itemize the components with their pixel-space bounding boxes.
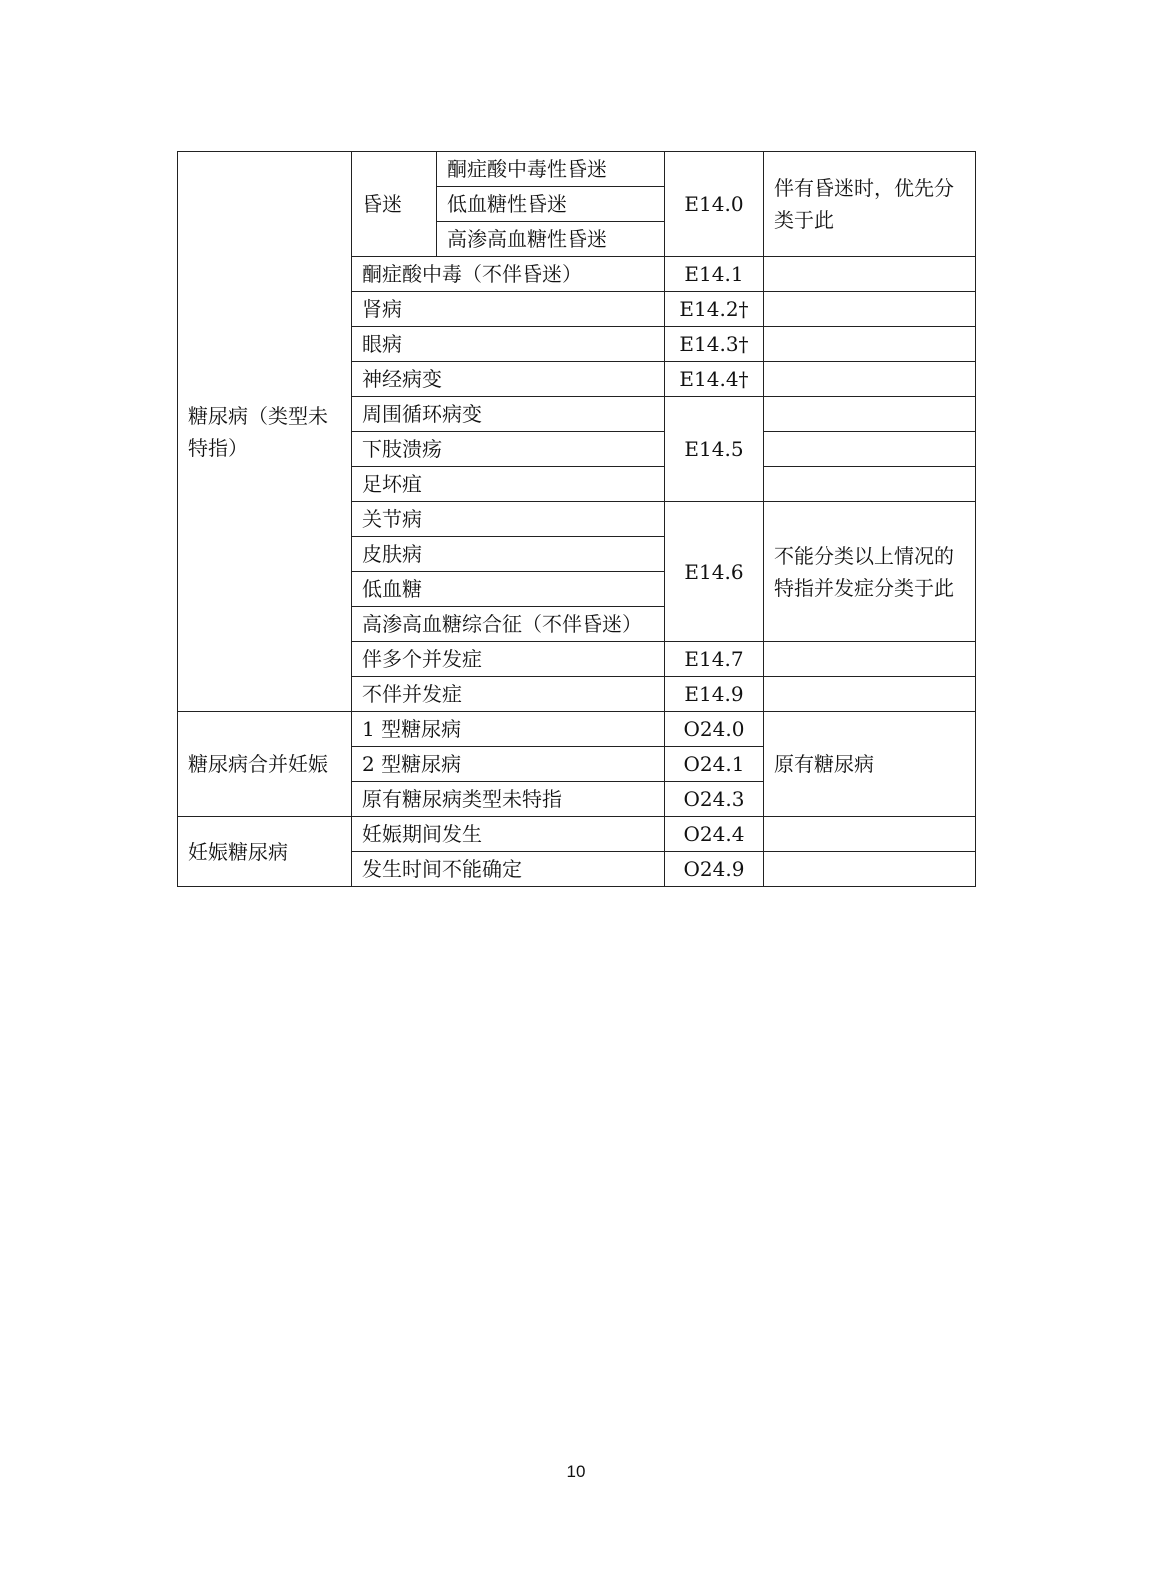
row-label: 2 型糖尿病 (352, 747, 665, 782)
row-label: 周围循环病变 (352, 397, 665, 432)
note-cell (764, 432, 976, 467)
row-label: 原有糖尿病类型未特指 (352, 782, 665, 817)
row-label: 低血糖 (352, 572, 665, 607)
note-cell (764, 257, 976, 292)
code-cell: E14.3† (665, 327, 764, 362)
coma-item: 酮症酸中毒性昏迷 (437, 152, 665, 187)
code-cell: E14.4† (665, 362, 764, 397)
group-label-pregnancy: 糖尿病合并妊娠 (178, 712, 352, 817)
row-label: 眼病 (352, 327, 665, 362)
row-label: 足坏疽 (352, 467, 665, 502)
note-cell (764, 677, 976, 712)
table-row (178, 152, 976, 187)
diabetes-icd-table (177, 151, 976, 887)
row-label: 下肢溃疡 (352, 432, 665, 467)
note-cell: 不能分类以上情况的特指并发症分类于此 (764, 502, 976, 642)
row-label: 伴多个并发症 (352, 642, 665, 677)
row-label: 1 型糖尿病 (352, 712, 665, 747)
note-cell: 原有糖尿病 (764, 712, 976, 817)
row-label: 不伴并发症 (352, 677, 665, 712)
row-label: 酮症酸中毒（不伴昏迷） (352, 257, 665, 292)
code-cell: O24.0 (665, 712, 764, 747)
code-cell: E14.7 (665, 642, 764, 677)
table-row (178, 712, 976, 747)
group-label-gestational: 妊娠糖尿病 (178, 817, 352, 887)
code-cell: O24.1 (665, 747, 764, 782)
note-cell (764, 467, 976, 502)
note-cell (764, 817, 976, 852)
coma-label: 昏迷 (352, 152, 437, 257)
code-cell: E14.9 (665, 677, 764, 712)
code-cell: E14.1 (665, 257, 764, 292)
group-label-unspecified: 糖尿病（类型未特指） (178, 152, 352, 712)
note-cell (764, 292, 976, 327)
note-cell (764, 327, 976, 362)
row-label: 肾病 (352, 292, 665, 327)
page-number: 10 (566, 1462, 586, 1481)
code-cell: E14.6 (665, 502, 764, 642)
coma-item: 高渗高血糖性昏迷 (437, 222, 665, 257)
code-cell: O24.9 (665, 852, 764, 887)
code-cell: E14.5 (665, 397, 764, 502)
note-cell (764, 642, 976, 677)
note-cell (764, 362, 976, 397)
row-label: 神经病变 (352, 362, 665, 397)
coma-item: 低血糖性昏迷 (437, 187, 665, 222)
note-cell: 伴有昏迷时，优先分类于此 (764, 152, 976, 257)
code-cell: O24.4 (665, 817, 764, 852)
row-label: 妊娠期间发生 (352, 817, 665, 852)
note-cell (764, 397, 976, 432)
row-label: 皮肤病 (352, 537, 665, 572)
row-label: 发生时间不能确定 (352, 852, 665, 887)
row-label: 高渗高血糖综合征（不伴昏迷） (352, 607, 665, 642)
code-cell: E14.0 (665, 152, 764, 257)
code-cell: O24.3 (665, 782, 764, 817)
row-label: 关节病 (352, 502, 665, 537)
table-row (178, 817, 976, 852)
code-cell: E14.2† (665, 292, 764, 327)
note-cell (764, 852, 976, 887)
